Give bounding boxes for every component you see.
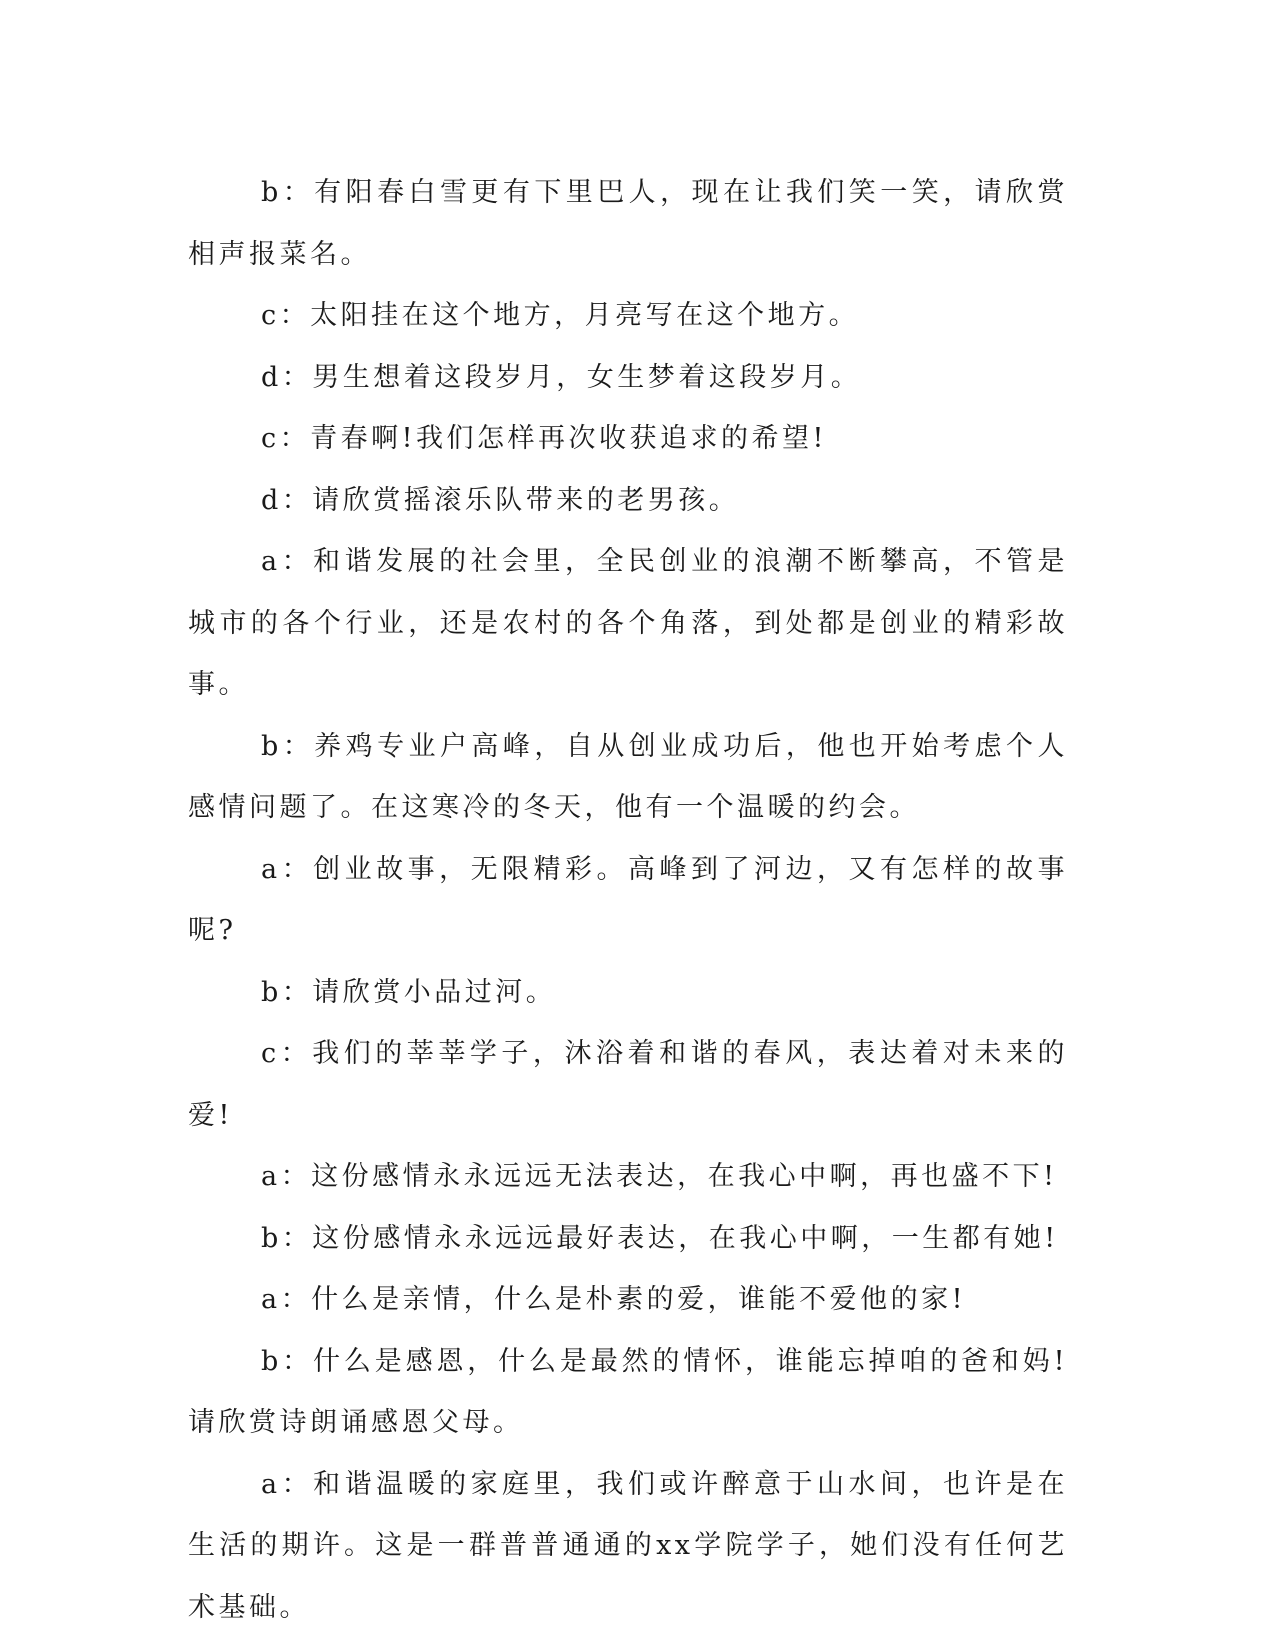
paragraph-14: b：什么是感恩，什么是最然的情怀，谁能忘掉咱的爸和妈!请欣赏诗朗诵感恩父母。 — [188, 1345, 1068, 1438]
paragraph-9: b：请欣赏小品过河。 — [261, 976, 557, 1008]
paragraph-8: a：创业故事，无限精彩。高峰到了河边，又有怎样的故事呢? — [188, 853, 1068, 946]
paragraph-4: c：青春啊!我们怎样再次收获追求的希望! — [261, 423, 827, 454]
paragraph-10: c：我们的莘莘学子，沐浴着和谐的春风，表达着对未来的爱! — [188, 1038, 1068, 1131]
paragraph-13: a：什么是亲情，什么是朴素的爱，谁能不爱他的家! — [261, 1284, 966, 1315]
paragraph-2: c：太阳挂在这个地方，月亮写在这个地方。 — [261, 300, 860, 331]
paragraph-12: b：这份感情永永远远最好表达，在我心中啊，一生都有她! — [261, 1222, 1059, 1254]
paragraph-15: a：和谐温暖的家庭里，我们或许醉意于山水间，也许是在生活的期许。这是一群普普通通的xx学院学子，她们没有任何艺术基础。 — [188, 1468, 1068, 1623]
paragraph-1: b：有阳春白雪更有下里巴人，现在让我们笑一笑，请欣赏相声报菜名。 — [188, 177, 1068, 270]
paragraph-3: d：男生想着这段岁月，女生梦着这段岁月。 — [261, 361, 862, 393]
paragraph-11: a：这份感情永永远远无法表达，在我心中啊，再也盛不下! — [261, 1161, 1058, 1192]
document-body — [188, 162, 1068, 1638]
paragraph-7: b：养鸡专业户高峰，自从创业成功后，他也开始考虑个人感情问题了。在这寒冷的冬天，他有一个温暖的约会。 — [188, 730, 1068, 823]
paragraph-6: a：和谐发展的社会里，全民创业的浪潮不断攀高，不管是城市的各个行业，还是农村的各个角落，到处都是创业的精彩故事。 — [188, 546, 1068, 700]
paragraph-5: d：请欣赏摇滚乐队带来的老男孩。 — [261, 484, 740, 516]
